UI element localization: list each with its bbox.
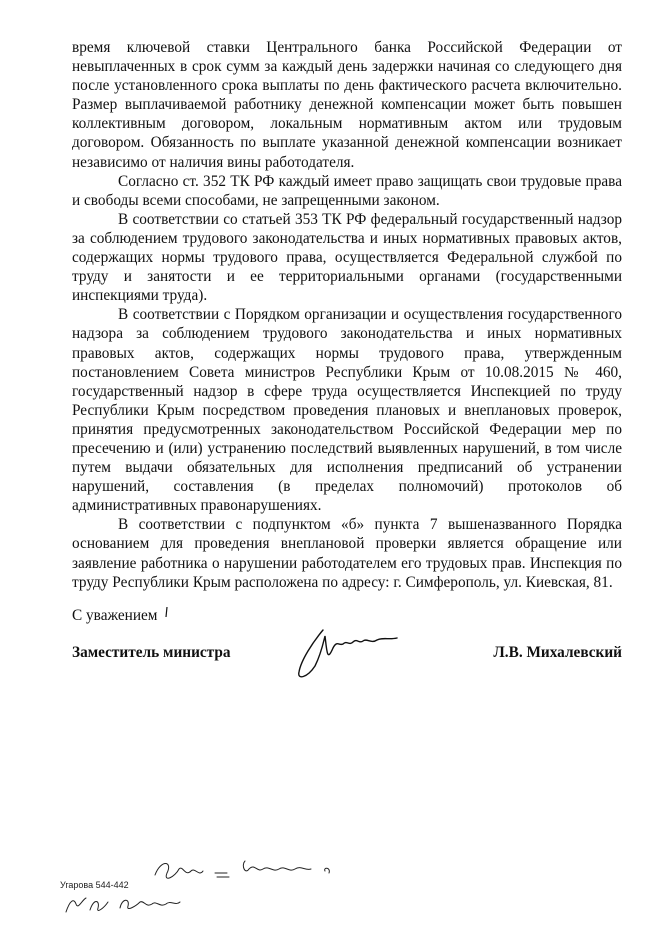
paragraph-compensation: время ключевой ставки Центрального банка Российской Федерации от невыплаченных в срок сумм за каждый день задержки начиная со следующего дня после установленного срока выплаты по день фактического расчета включительно. Размер выплачиваемой работнику денежной компенсации может быть повышен коллективным договором, локальным нормативным актом или трудовым договором. Обязанность по выплате указанной денежной компенсации возникает независимо от наличия вины работодателя. xyxy=(72,39,622,171)
paragraph-procedure: В соответствии с Порядком организации и осуществления государственного надзора за соблюдением трудового законодательства и иных нормативных правовых актов, содержащих нормы трудового права, утвержденным постановлением Совета министров Республики Крым от 10.08.2015 № 460, государственный надзор в сфере труда осуществляется Инспекцией по труду Республики Крым посредством проведения плановых и внеплановых проверок, принятия предусмотренных законодательством Российской Федерации мер по пресечению и (или) устранению последствий выявленных нарушений, в том числе путем выдачи обязательных для исполнения предписаний об устранении нарушений, составления (в пределах полномочий) протоколов об административных правонарушениях. xyxy=(72,306,622,515)
paragraph-article-353: В соответствии со статьей 353 ТК РФ федеральный государственный надзор за соблюдением трудового законодательства и иных нормативных правовых актов, содержащих нормы трудового права, осуществляется Федеральной службой по труду и занятости и ее территориальными органами (государственными инспекциями труда). xyxy=(72,210,622,305)
signatory-name: Л.В. Михалевский xyxy=(493,644,622,661)
closing-phrase: С уважением xyxy=(72,607,158,624)
signatory-title: Заместитель министра xyxy=(72,644,231,661)
handwritten-initials-mark xyxy=(60,890,190,918)
executor-info: Угарова 544-442 xyxy=(60,880,129,890)
signature-mark xyxy=(293,622,403,684)
handwritten-note-mark xyxy=(145,855,345,889)
paragraph-article-352: Согласно ст. 352 ТК РФ каждый имеет право защищать свои трудовые права и свободы всеми способами, не запрещенными законом. xyxy=(72,172,622,209)
letter-body xyxy=(72,38,622,592)
paragraph-inspection: В соответствии с подпунктом «б» пункта 7 вышеназванного Порядка основанием для проведения внеплановой проверки является обращение или заявление работника о нарушении работодателем его трудовых прав. Инспекция по труду Республики Крым расположена по адресу: г. Симферополь, ул. Киевская, 81. xyxy=(72,516,622,591)
handwritten-comma xyxy=(163,605,171,619)
